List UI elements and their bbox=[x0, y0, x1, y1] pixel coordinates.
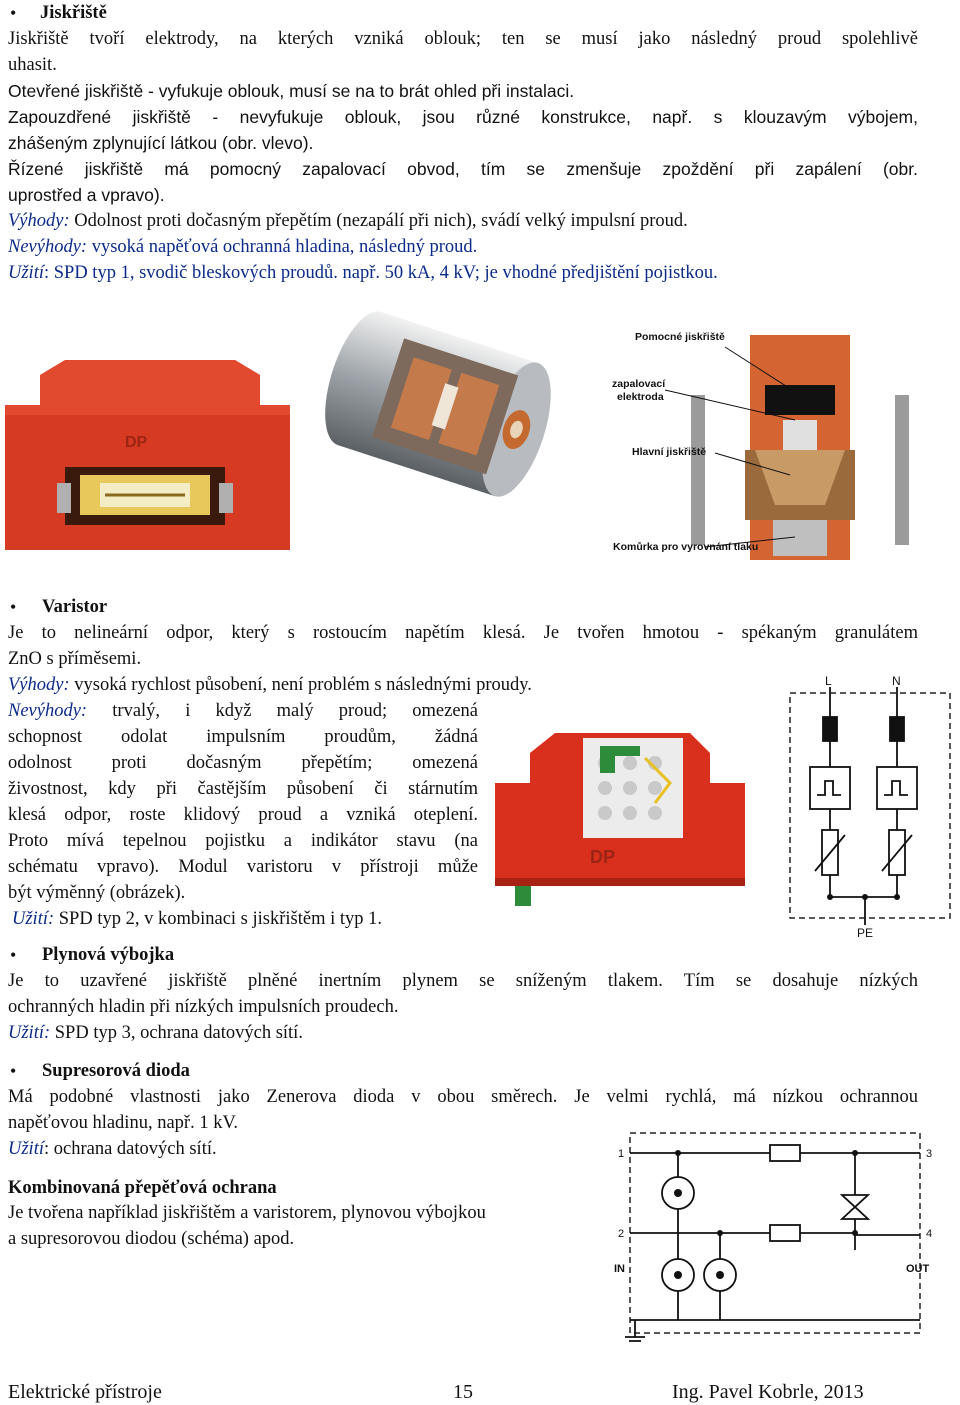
module-logo: DP bbox=[125, 434, 148, 451]
footer-title: Elektrické přístroje bbox=[8, 1381, 162, 1403]
paragraph-line: ZnO s příměsemi. bbox=[8, 649, 142, 669]
section-heading-combined-protection: Kombinovaná přepěťová ochrana bbox=[8, 1178, 277, 1198]
disadvantages-label: Nevýhody: bbox=[8, 237, 88, 257]
section-heading-varistor: Varistor bbox=[42, 597, 108, 617]
paragraph-line: schématu vpravo). Modul varistoru v přístroji může bbox=[8, 857, 478, 877]
paragraph-line: Je tvořena například jiskřištěm a varistorem, plynovou výbojkou bbox=[8, 1203, 486, 1223]
bullet: • bbox=[10, 1061, 17, 1081]
bullet: • bbox=[10, 3, 17, 23]
varistor-module-image bbox=[495, 728, 750, 913]
footer-author: Ing. Pavel Kobrle, 2013 bbox=[672, 1381, 864, 1403]
footer-page-number: 15 bbox=[453, 1381, 473, 1403]
advantages-line bbox=[8, 208, 688, 234]
schema-label-L: L bbox=[825, 675, 832, 688]
controlled-spark-gap-image bbox=[310, 300, 585, 515]
paragraph-line: Otevřené jiskřiště - vyfukuje oblouk, musí se na to brát ohled při instalaci. bbox=[8, 81, 575, 101]
paragraph-line: odolnost proti dočasným přepětím; omezená bbox=[8, 753, 478, 773]
spark-gap-module-image bbox=[5, 355, 290, 550]
section-heading-jiskriste: Jiskřiště bbox=[40, 3, 107, 23]
advantages-text: Odolnost proti dočasným přepětím (nezapálí při nich), svádí velký impulsní proud. bbox=[69, 211, 688, 231]
schema-label-2: 2 bbox=[618, 1228, 625, 1240]
paragraph-line: uprostřed a vpravo). bbox=[8, 185, 165, 205]
label-pressure-chamber: Komůrka pro vyrovnání tlaku bbox=[613, 541, 759, 553]
paragraph-line: ochranných hladin při nízkých impulsních proudech. bbox=[8, 997, 399, 1017]
paragraph-line: Zapouzdřené jiskřiště - nevyfukuje oblouk, jsou různé konstrukce, např. s klouzavým výbojem, bbox=[8, 107, 918, 127]
disadvantages-label: Nevýhody: bbox=[8, 701, 88, 721]
advantages-text: vysoká rychlost působení, není problém s následnými proudy. bbox=[69, 675, 532, 695]
varistor-schematic bbox=[785, 675, 955, 940]
disadvantages-text: vysoká napěťová ochranná hladina, následný proud. bbox=[87, 237, 478, 257]
module-logo: DP bbox=[590, 847, 616, 867]
paragraph-line: zhášeným zplynující látkou (obr. vlevo). bbox=[8, 133, 314, 153]
advantages-label: Výhody: bbox=[8, 211, 70, 231]
usage-text: SPD typ 3, ochrana datových sítí. bbox=[50, 1023, 303, 1043]
paragraph-line: Jiskřiště tvoří elektrody, na kterých vzniká oblouk; ten se musí jako následný proud spolehlivě bbox=[8, 29, 918, 49]
schema-label-PE: PE bbox=[857, 926, 874, 940]
usage-line bbox=[8, 260, 718, 286]
advantages-label: Výhody: bbox=[8, 675, 70, 695]
usage-line bbox=[12, 906, 382, 932]
section-heading-suppressor-diode: Supresorová dioda bbox=[42, 1061, 190, 1081]
advantages-line bbox=[8, 672, 532, 698]
paragraph-line: Proto mívá tepelnou pojistku a indikátor stavu (na bbox=[8, 831, 478, 851]
disadvantages-line bbox=[8, 234, 477, 260]
bullet: • bbox=[10, 597, 17, 617]
schema-label-in: IN bbox=[614, 1263, 625, 1275]
paragraph-line: Je to uzavřené jiskřiště plněné inertním plynem se sníženým tlakem. Tím se dosahuje nízkých bbox=[8, 971, 918, 991]
usage-line bbox=[8, 1136, 217, 1162]
usage-label: Užití: bbox=[8, 1023, 51, 1043]
paragraph-line: schopnost odolat impulsním proudům, žádná bbox=[8, 727, 478, 747]
paragraph-line: klesá odpor, roste klidový proud a vzniká oteplení. bbox=[8, 805, 478, 825]
bullet: • bbox=[10, 945, 17, 965]
schema-label-1: 1 bbox=[618, 1148, 625, 1160]
usage-text: : ochrana datových sítí. bbox=[43, 1139, 217, 1159]
paragraph-line: být výměnný (obrázek). bbox=[8, 883, 186, 903]
paragraph-line: Je to nelineární odpor, který s rostoucím napětím klesá. Je tvořen hmotou - spékaným granulátem bbox=[8, 623, 918, 643]
paragraph-line: uhasit. bbox=[8, 55, 57, 75]
usage-text: : SPD typ 1, svodič bleskových proudů. např. 50 kA, 4 kV; je vhodné předjištění pojistkou. bbox=[43, 263, 718, 283]
paragraph-line: živostnost, kdy při častějším působení či stárnutím bbox=[8, 779, 478, 799]
usage-text: SPD typ 2, v kombinaci s jiskřištěm i typ 1. bbox=[54, 909, 383, 929]
paragraph-line: napěťovou hladinu, např. 1 kV. bbox=[8, 1113, 239, 1133]
section-heading-gas-discharge: Plynová výbojka bbox=[42, 945, 175, 965]
paragraph-line: a supresorovou diodou (schéma) apod. bbox=[8, 1229, 295, 1249]
usage-line bbox=[8, 1020, 303, 1046]
disadvantages-line bbox=[8, 698, 478, 724]
schema-label-3: 3 bbox=[926, 1148, 933, 1160]
usage-label: Užití bbox=[8, 263, 44, 283]
paragraph-line: Řízené jiskřiště má pomocný zapalovací obvod, tím se zmenšuje zpoždění při zapálení (obr. bbox=[8, 159, 918, 179]
usage-label: Užití bbox=[8, 1139, 44, 1159]
label-main-gap: Hlavní jiskřiště bbox=[632, 446, 707, 458]
schema-label-out: OUT bbox=[906, 1263, 930, 1275]
combined-protection-schematic bbox=[610, 1125, 940, 1360]
label-ignition-electrode-1: zapalovací bbox=[612, 378, 666, 390]
disadvantages-text: trvalý, i když malý proud; omezená bbox=[87, 701, 478, 721]
usage-label: Užití: bbox=[12, 909, 55, 929]
schema-label-4: 4 bbox=[926, 1228, 933, 1240]
schema-label-N: N bbox=[892, 675, 901, 688]
label-ignition-electrode-2: elektroda bbox=[617, 391, 664, 403]
label-auxiliary-gap: Pomocné jiskřiště bbox=[635, 331, 725, 343]
paragraph-line: Má podobné vlastnosti jako Zenerova dioda v obou směrech. Je velmi rychlá, má nízkou ochrannou bbox=[8, 1087, 918, 1107]
